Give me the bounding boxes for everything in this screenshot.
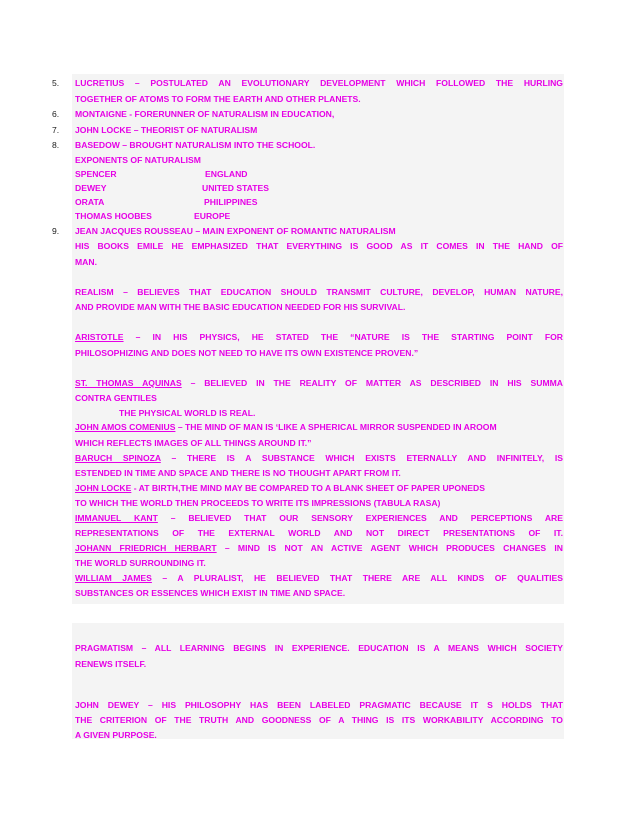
montaigne-line: MONTAIGNE - FORERUNNER OF NATURALISM IN EDUCATION, [75,110,335,119]
locke-line-2: TO WHICH THE WORLD THEN PROCEEDS TO WRITE ITS IMPRESSIONS (TABULA RASA) [75,499,441,508]
exponent-place: EUROPE [194,212,231,221]
kant-line-2: REPRESENTATIONS OF THE EXTERNAL WORLD AND NOT DIRECT PRESENTATIONS OF IT. [75,529,563,538]
herbart-line-1 [75,544,563,553]
rousseau-line-1: JEAN JACQUES ROUSSEAU – MAIN EXPONENT OF ROMANTIC NATURALISM [75,227,396,236]
exponent-place: UNITED STATES [202,184,269,193]
james-line-2: SUBSTANCES OR ESSENCES WHICH EXIST IN TIME AND SPACE. [75,589,346,598]
spinoza-name: BARUCH SPINOZA [75,454,161,463]
rousseau-line-2: HIS BOOKS EMILE HE EMPHASIZED THAT EVERYTHING IS GOOD AS IT COMES IN THE HAND OF [75,242,563,251]
james-line-1 [75,574,563,583]
kant-text: – BELIEVED THAT OUR SENSORY EXPERIENCES AND PERCEPTIONS ARE [157,514,563,523]
exponent-row [75,184,563,193]
pragmatism-line-1: PRAGMATISM – ALL LEARNING BEGINS IN EXPERIENCE. EDUCATION IS A MEANS WHICH SOCIETY [75,644,563,653]
locke-theorist-line: JOHN LOCKE – THEORIST OF NATURALISM [75,126,258,135]
herbart-line-2: THE WORLD SURROUNDING IT. [75,559,206,568]
dewey-line-1: JOHN DEWEY – HIS PHILOSOPHY HAS BEEN LABELED PRAGMATIC BECAUSE IT S HOLDS THAT [75,701,563,710]
exponent-name: ORATA [75,198,105,207]
spinoza-line-2: ESTENDED IN TIME AND SPACE AND THERE IS NO THOUGHT APART FROM IT. [75,469,401,478]
aristotle-line-2: PHILOSOPHIZING AND DOES NOT NEED TO HAVE ITS OWN EXISTENCE PROVEN.” [75,349,419,358]
rousseau-line-3: MAN. [75,258,97,267]
list-number-6: 6. [52,109,60,119]
dewey-line-3: A GIVEN PURPOSE. [75,731,157,740]
exponent-row [75,170,563,179]
comenius-line-2: WHICH REFLECTS IMAGES OF ALL THINGS AROUND IT.” [75,439,312,448]
locke-text: - AT BIRTH,THE MIND MAY BE COMPARED TO A BLANK SHEET OF PAPER UPONEDS [131,484,485,493]
list-number-5: 5. [52,78,60,88]
lucretius-line-1: LUCRETIUS – POSTULATED AN EVOLUTIONARY DEVELOPMENT WHICH FOLLOWED THE HURLING [75,79,563,88]
lucretius-line-2: TOGETHER OF ATOMS TO FORM THE EARTH AND OTHER PLANETS. [75,95,361,104]
exponent-name: SPENCER [75,170,117,179]
list-number-8: 8. [52,140,60,150]
james-text: – A PLURALIST, HE BELIEVED THAT THERE ARE ALL KINDS OF QUALITIES [151,574,563,583]
aristotle-name: ARISTOTLE [75,333,124,342]
james-name: WILLIAM JAMES [75,574,152,583]
exponent-place: PHILIPPINES [204,198,258,207]
exponent-row [75,198,563,207]
kant-name: IMMANUEL KANT [75,514,158,523]
basedow-line: BASEDOW – BROUGHT NATURALISM INTO THE SCHOOL. [75,141,316,150]
realism-line-2: AND PROVIDE MAN WITH THE BASIC EDUCATION NEEDED FOR HIS SURVIVAL. [75,303,406,312]
aristotle-text: – IN HIS PHYSICS, HE STATED THE “NATURE IS THE STARTING POINT FOR [123,333,563,342]
exponent-name: DEWEY [75,184,107,193]
exponent-name: THOMAS HOOBES [75,212,152,221]
locke-name: JOHN LOCKE [75,484,132,493]
dewey-line-2: THE CRITERION OF THE TRUTH AND GOODNESS OF A THING IS ITS WORKABILITY ACCORDING TO [75,716,563,725]
list-number-9: 9. [52,226,60,236]
comenius-name: JOHN AMOS COMENIUS [75,423,176,432]
exponent-place: ENGLAND [205,170,248,179]
list-number-7: 7. [52,125,60,135]
aquinas-line-3: THE PHYSICAL WORLD IS REAL. [119,409,256,418]
aquinas-line-1 [75,379,563,388]
aquinas-text: – BELIEVED IN THE REALITY OF MATTER AS DESCRIBED IN HIS SUMMA [181,379,563,388]
aquinas-line-2: CONTRA GENTILES [75,394,157,403]
exponent-row [75,212,563,221]
spinoza-text: – THERE IS A SUBSTANCE WHICH EXISTS ETERNALLY AND INFINITELY, IS [160,454,563,463]
aquinas-name: ST. THOMAS AQUINAS [75,379,182,388]
kant-line-1 [75,514,563,523]
realism-line-1: REALISM – BELIEVES THAT EDUCATION SHOULD TRANSMIT CULTURE, DEVELOP, HUMAN NATURE, [75,288,563,297]
herbart-name: JOHANN FRIEDRICH HERBART [75,544,217,553]
locke-line-1 [75,484,563,493]
herbart-text: – MIND IS NOT AN ACTIVE AGENT WHICH PRODUCES CHANGES IN [216,544,563,553]
comenius-text: – THE MIND OF MAN IS ‘LIKE A SPHERICAL MIRROR SUSPENDED IN AROOM [175,423,497,432]
spinoza-line-1 [75,454,563,463]
comenius-line-1 [75,423,563,432]
aristotle-line-1 [75,333,563,342]
pragmatism-line-2: RENEWS ITSELF. [75,660,147,669]
exponents-heading: EXPONENTS OF NATURALISM [75,156,201,165]
